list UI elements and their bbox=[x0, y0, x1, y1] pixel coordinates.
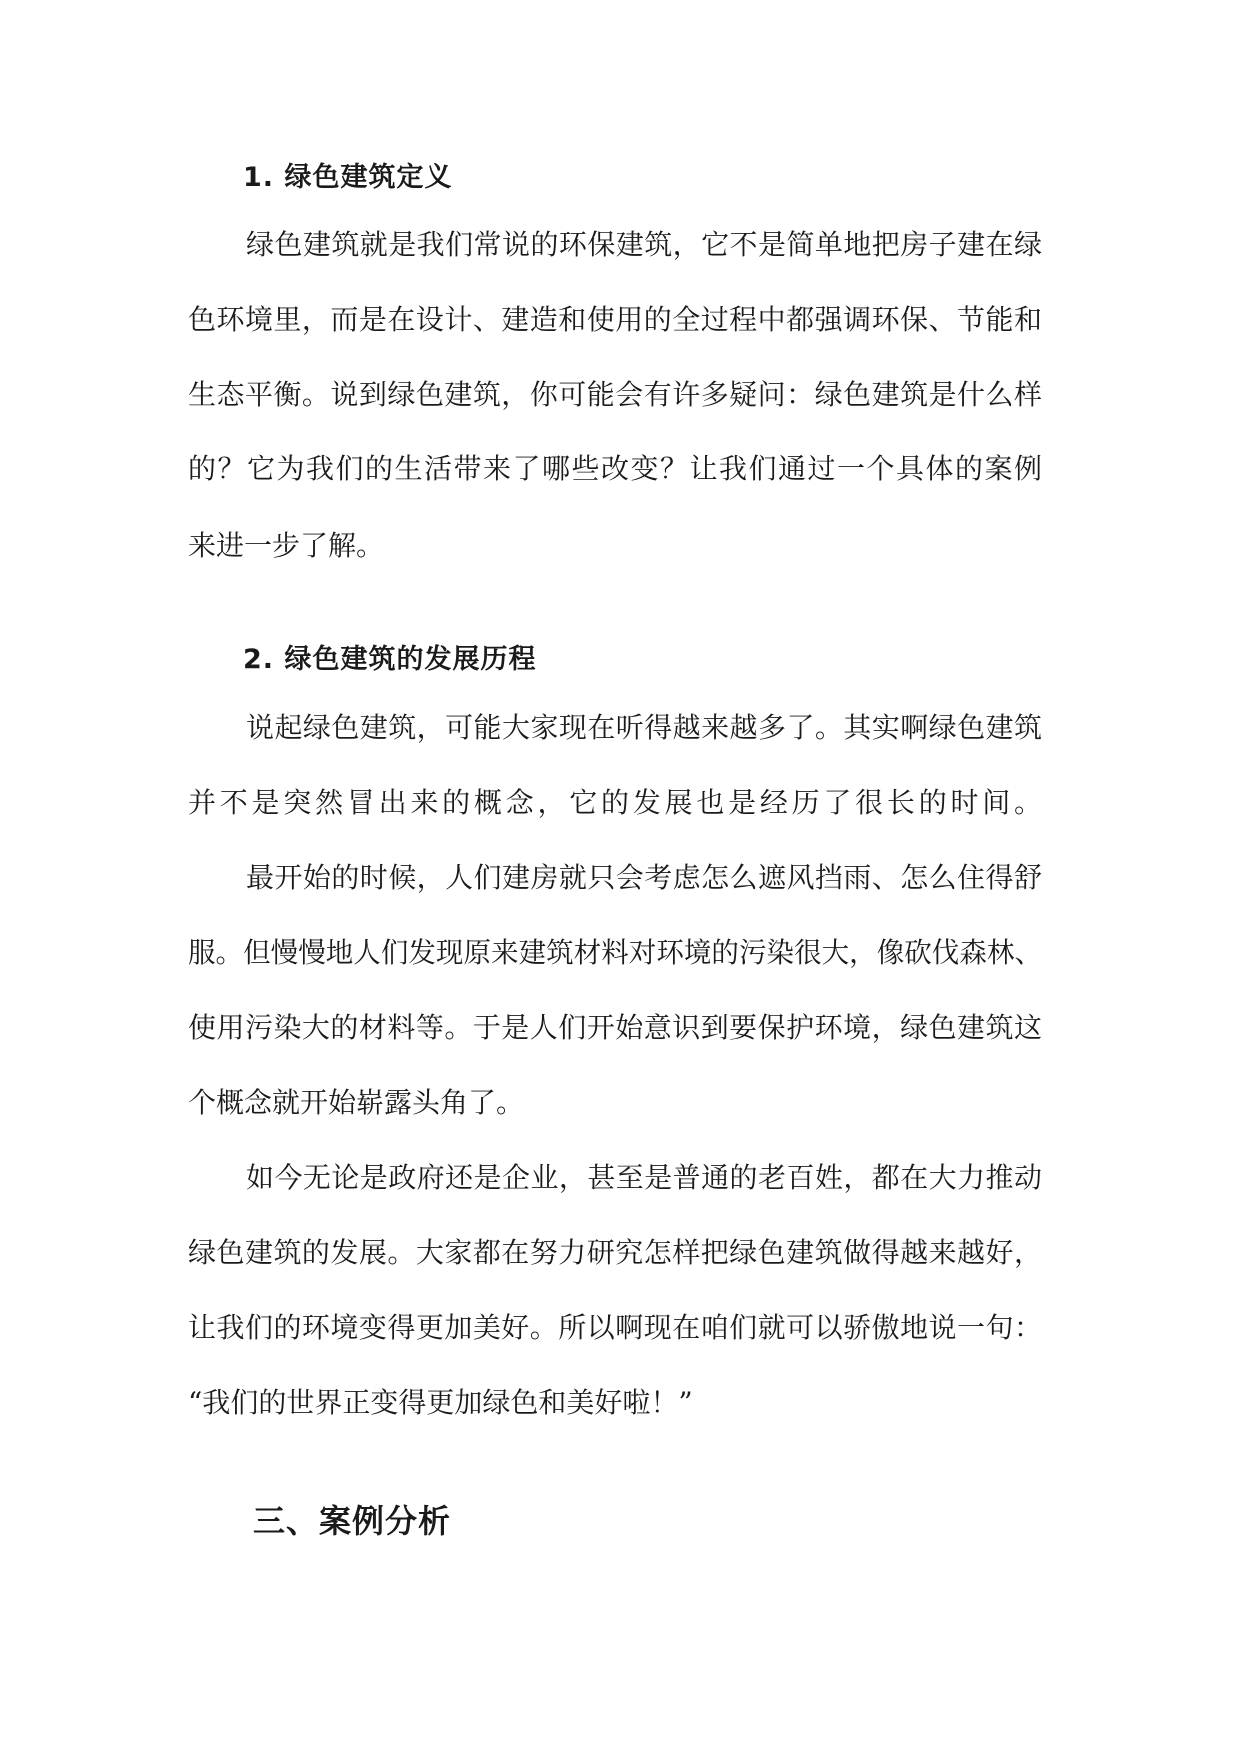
paragraph-line: 生态平衡。说到绿色建筑，你可能会有许多疑问：绿色建筑是什么样 bbox=[188, 378, 1043, 411]
paragraph-line: 服。但慢慢地人们发现原来建筑材料对环境的污染很大，像砍伐森林、 bbox=[188, 936, 1043, 969]
paragraph-line: 如今无论是政府还是企业，甚至是普通的老百姓，都在大力推动 bbox=[246, 1161, 1043, 1194]
paragraph-line: “我们的世界正变得更加绿色和美好啦！” bbox=[188, 1386, 693, 1419]
paragraph-line: 使用污染大的材料等。于是人们开始意识到要保护环境，绿色建筑这 bbox=[188, 1011, 1043, 1044]
paragraph-line: 来进一步了解。 bbox=[188, 529, 385, 562]
paragraph-line: 色环境里，而是在设计、建造和使用的全过程中都强调环保、节能和 bbox=[188, 303, 1043, 336]
paragraph-line: 并不是突然冒出来的概念，它的发展也是经历了很长的时间。 bbox=[188, 786, 1046, 819]
paragraph-line: 绿色建筑就是我们常说的环保建筑，它不是简单地把房子建在绿 bbox=[246, 228, 1043, 261]
paragraph-line: 个概念就开始崭露头角了。 bbox=[188, 1086, 525, 1119]
paragraph-line: 最开始的时候，人们建房就只会考虑怎么遮风挡雨、怎么住得舒 bbox=[246, 861, 1043, 894]
heading-case-analysis: 三、案例分析 bbox=[253, 1502, 452, 1540]
paragraph-line: 让我们的环境变得更加美好。所以啊现在咱们就可以骄傲地说一句： bbox=[188, 1311, 1043, 1344]
heading-green-building-definition: 1. 绿色建筑定义 bbox=[243, 162, 453, 193]
heading-green-building-history: 2. 绿色建筑的发展历程 bbox=[243, 644, 537, 675]
paragraph-line: 绿色建筑的发展。大家都在努力研究怎样把绿色建筑做得越来越好， bbox=[188, 1236, 1043, 1269]
paragraph-line: 的？它为我们的生活带来了哪些改变？让我们通过一个具体的案例 bbox=[188, 452, 1044, 485]
paragraph-line: 说起绿色建筑，可能大家现在听得越来越多了。其实啊绿色建筑 bbox=[246, 711, 1043, 744]
